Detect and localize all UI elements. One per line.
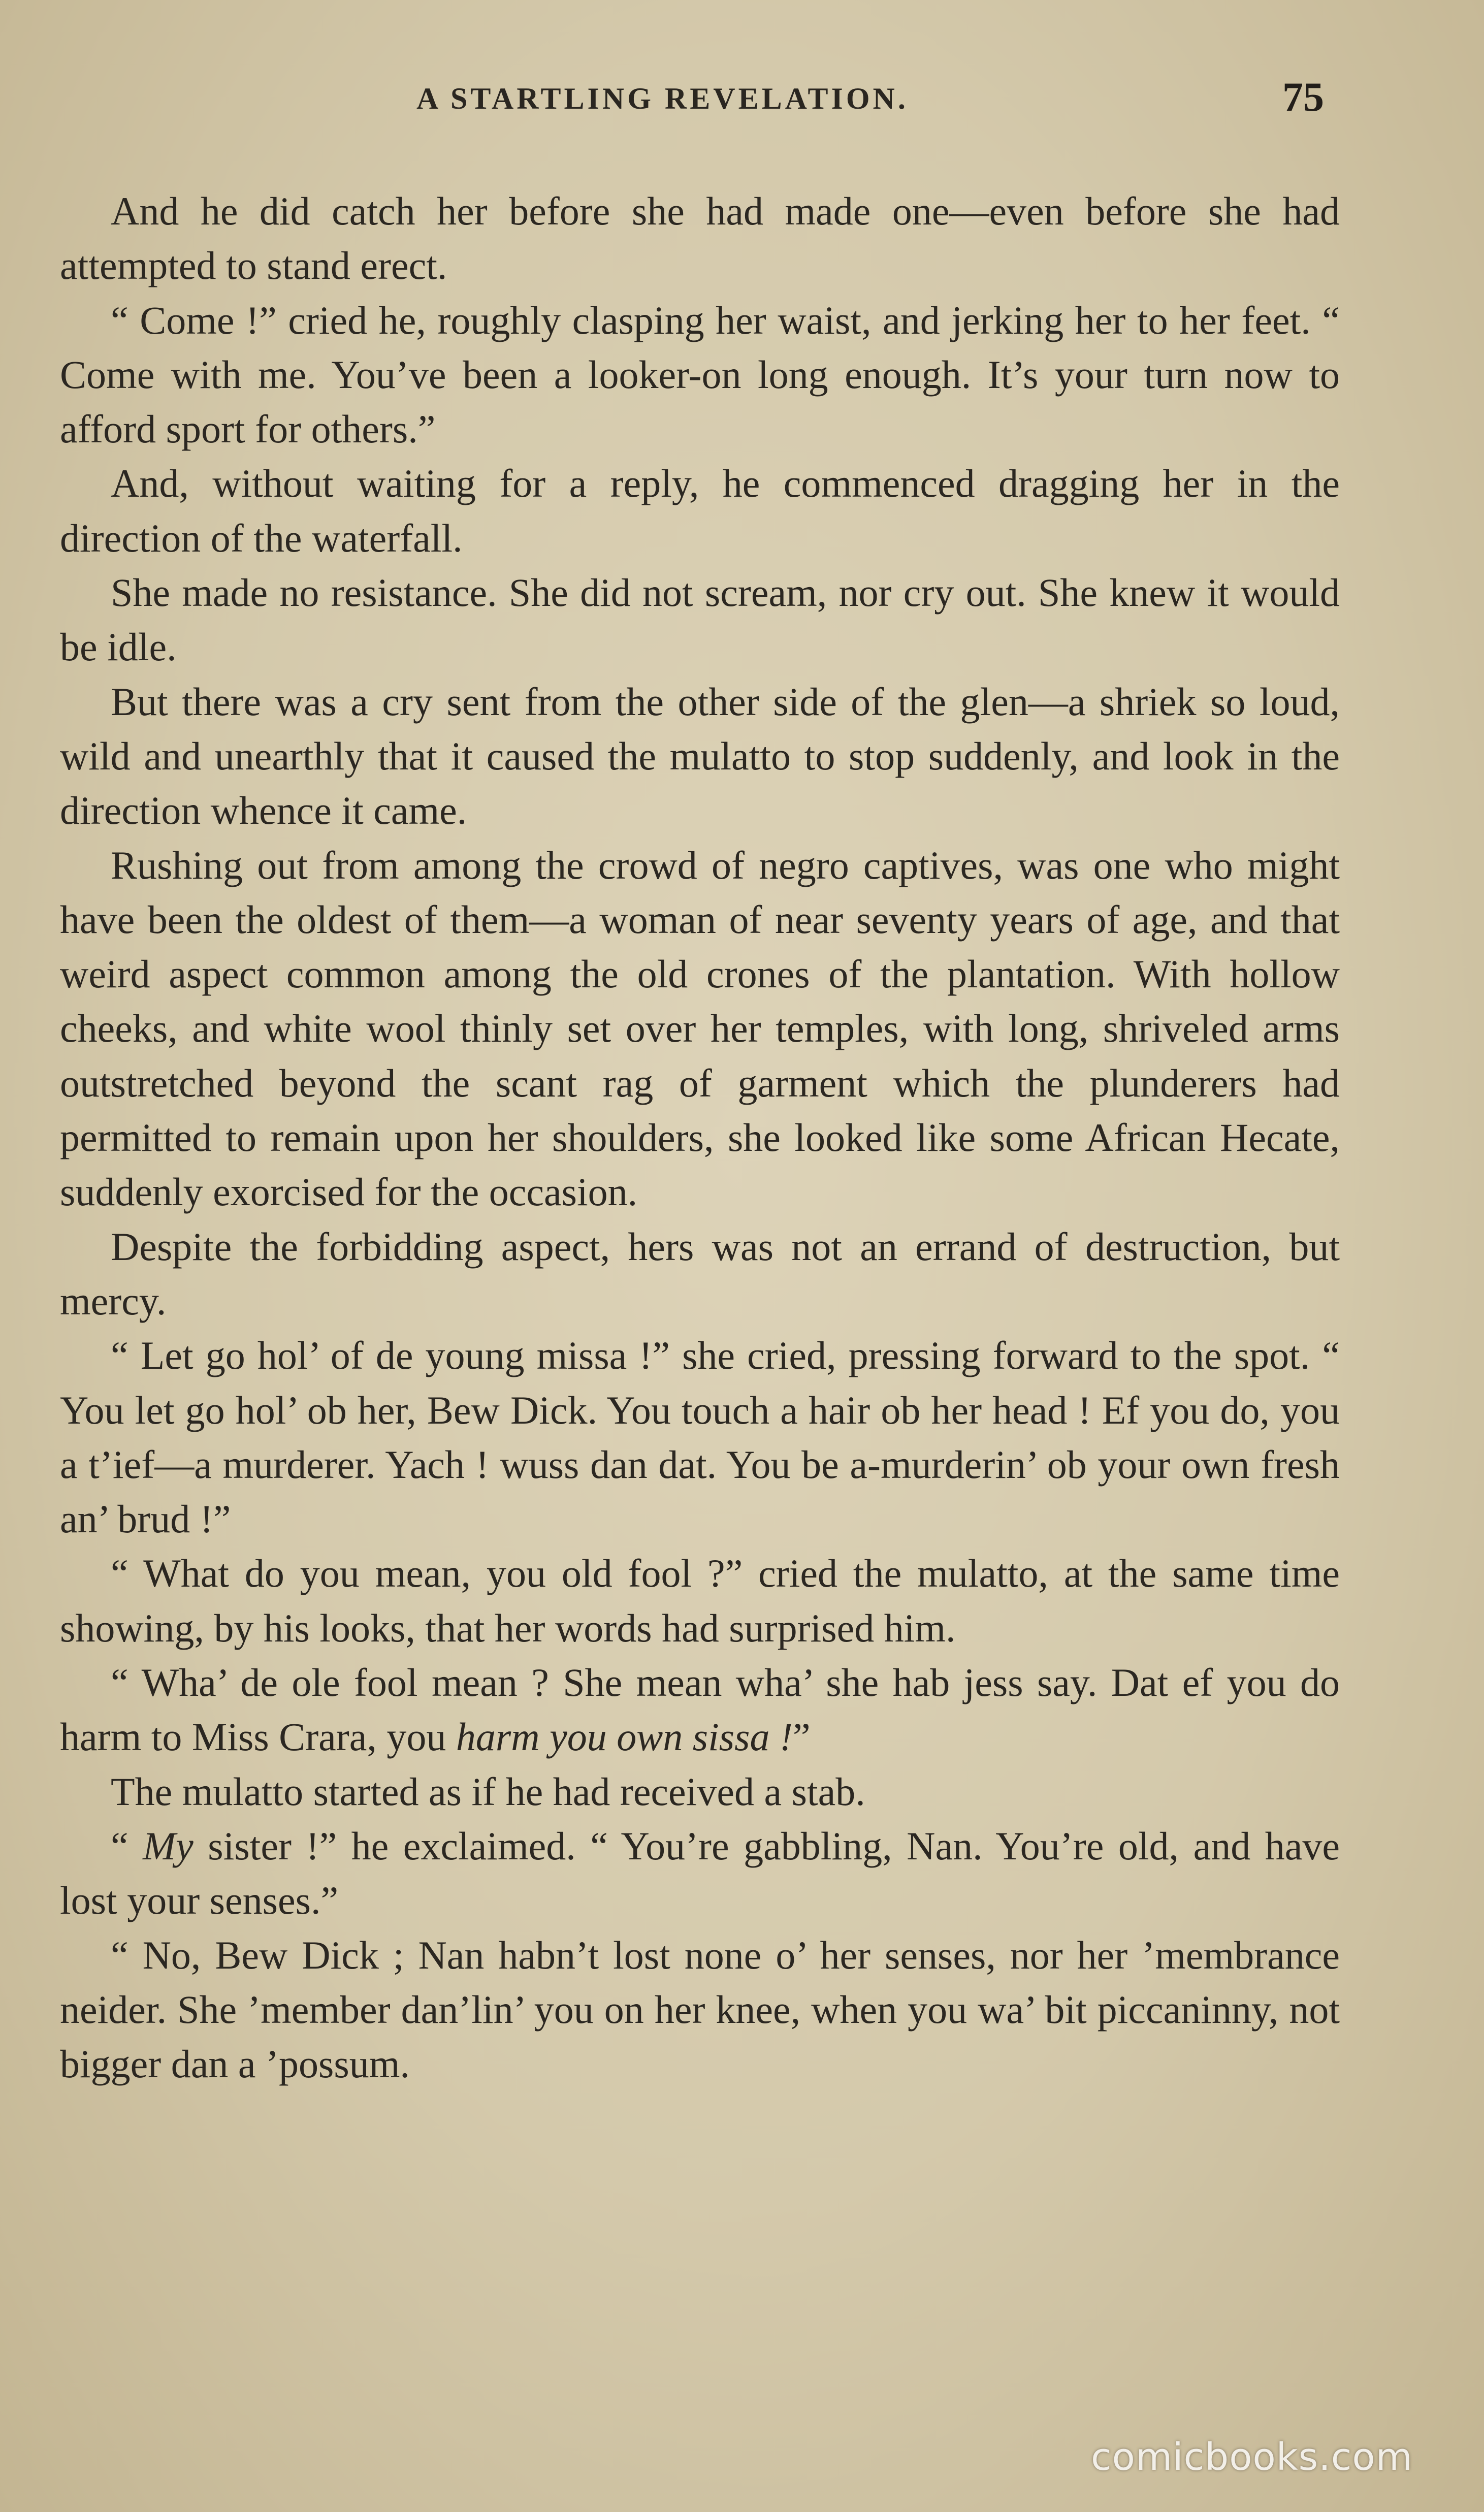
paragraph-9: “ What do you mean, you old fool ?” cried the mulatto, at the same time showing, by his looks, that her words had surprised him. [60,1551,1340,1650]
watermark: comicbooks.com [1091,2435,1413,2479]
paragraph-3: And, without waiting for a reply, he commenced dragging her in the direction of the waterfall. [60,461,1340,560]
paragraph-5: But there was a cry sent from the other side of the glen—a shriek so loud, wild and unearthly that it caused the mulatto to stop suddenly, and look in the direction whence it came. [60,679,1340,833]
italic-word: My [143,1823,193,1868]
paragraph-7: Despite the forbidding aspect, hers was not an errand of destruction, but mercy. [60,1224,1340,1323]
paragraph-11: The mulatto started as if he had received a stab. [111,1769,865,1814]
paragraph-2: “ Come !” cried he, roughly clasping her waist, and jerking her to her feet. “ Come with me. You’ve been a looker-on long enough. It’s your turn now to afford sport for others.” [60,298,1340,452]
paragraph-1: And he did catch her before she had made one—even before she had attempted to stand erect. [60,189,1340,288]
page-number: 75 [1282,74,1324,120]
paragraph-12: “ My sister !” he exclaimed. “ You’re gabbling, Nan. You’re old, and have lost your senses.” [60,1823,1340,1923]
paragraph-13: “ No, Bew Dick ; Nan habn’t lost none o’ her senses, nor her ’membrance neider. She ’member dan’lin’ you on her knee, when you wa’ bit piccaninny, not bigger dan a ’possum. [60,1933,1340,2086]
paragraph-6: Rushing out from among the crowd of negro captives, was one who might have been the oldest of them—a woman of near seventy years of age, and that weird aspect common among the old crones of the plantation. With hollow cheeks, and white wool thinly set over her temples, with long, shriveled arms outstretched beyond the scant rag of garment which the plunderers had permitted to remain upon her shoulders, she looked like some African Hecate, suddenly exorcised for the occasion. [60,843,1340,1214]
body-text [60,184,1340,2091]
paragraph-8: “ Let go hol’ of de young missa !” she cried, pressing forward to the spot. “ You let go hol’ ob her, Bew Dick. You touch a hair ob her head ! Ef you do, you a t’ief—a murderer. Yach ! wuss dan dat. You be a-murderin’ ob your own fresh an’ brud !” [60,1333,1340,1541]
paragraph-4: She made no resistance. She did not scream, nor cry out. She knew it would be idle. [60,570,1340,669]
paragraph-10: “ Wha’ de ole fool mean ? She mean wha’ she hab jess say. Dat ef you do harm to Miss Crara, you harm you own sissa !” [60,1660,1340,1759]
running-title: A STARTLING REVELATION. [416,82,909,115]
page-header [0,76,1484,132]
italic-phrase: harm you own sissa ! [456,1715,793,1759]
